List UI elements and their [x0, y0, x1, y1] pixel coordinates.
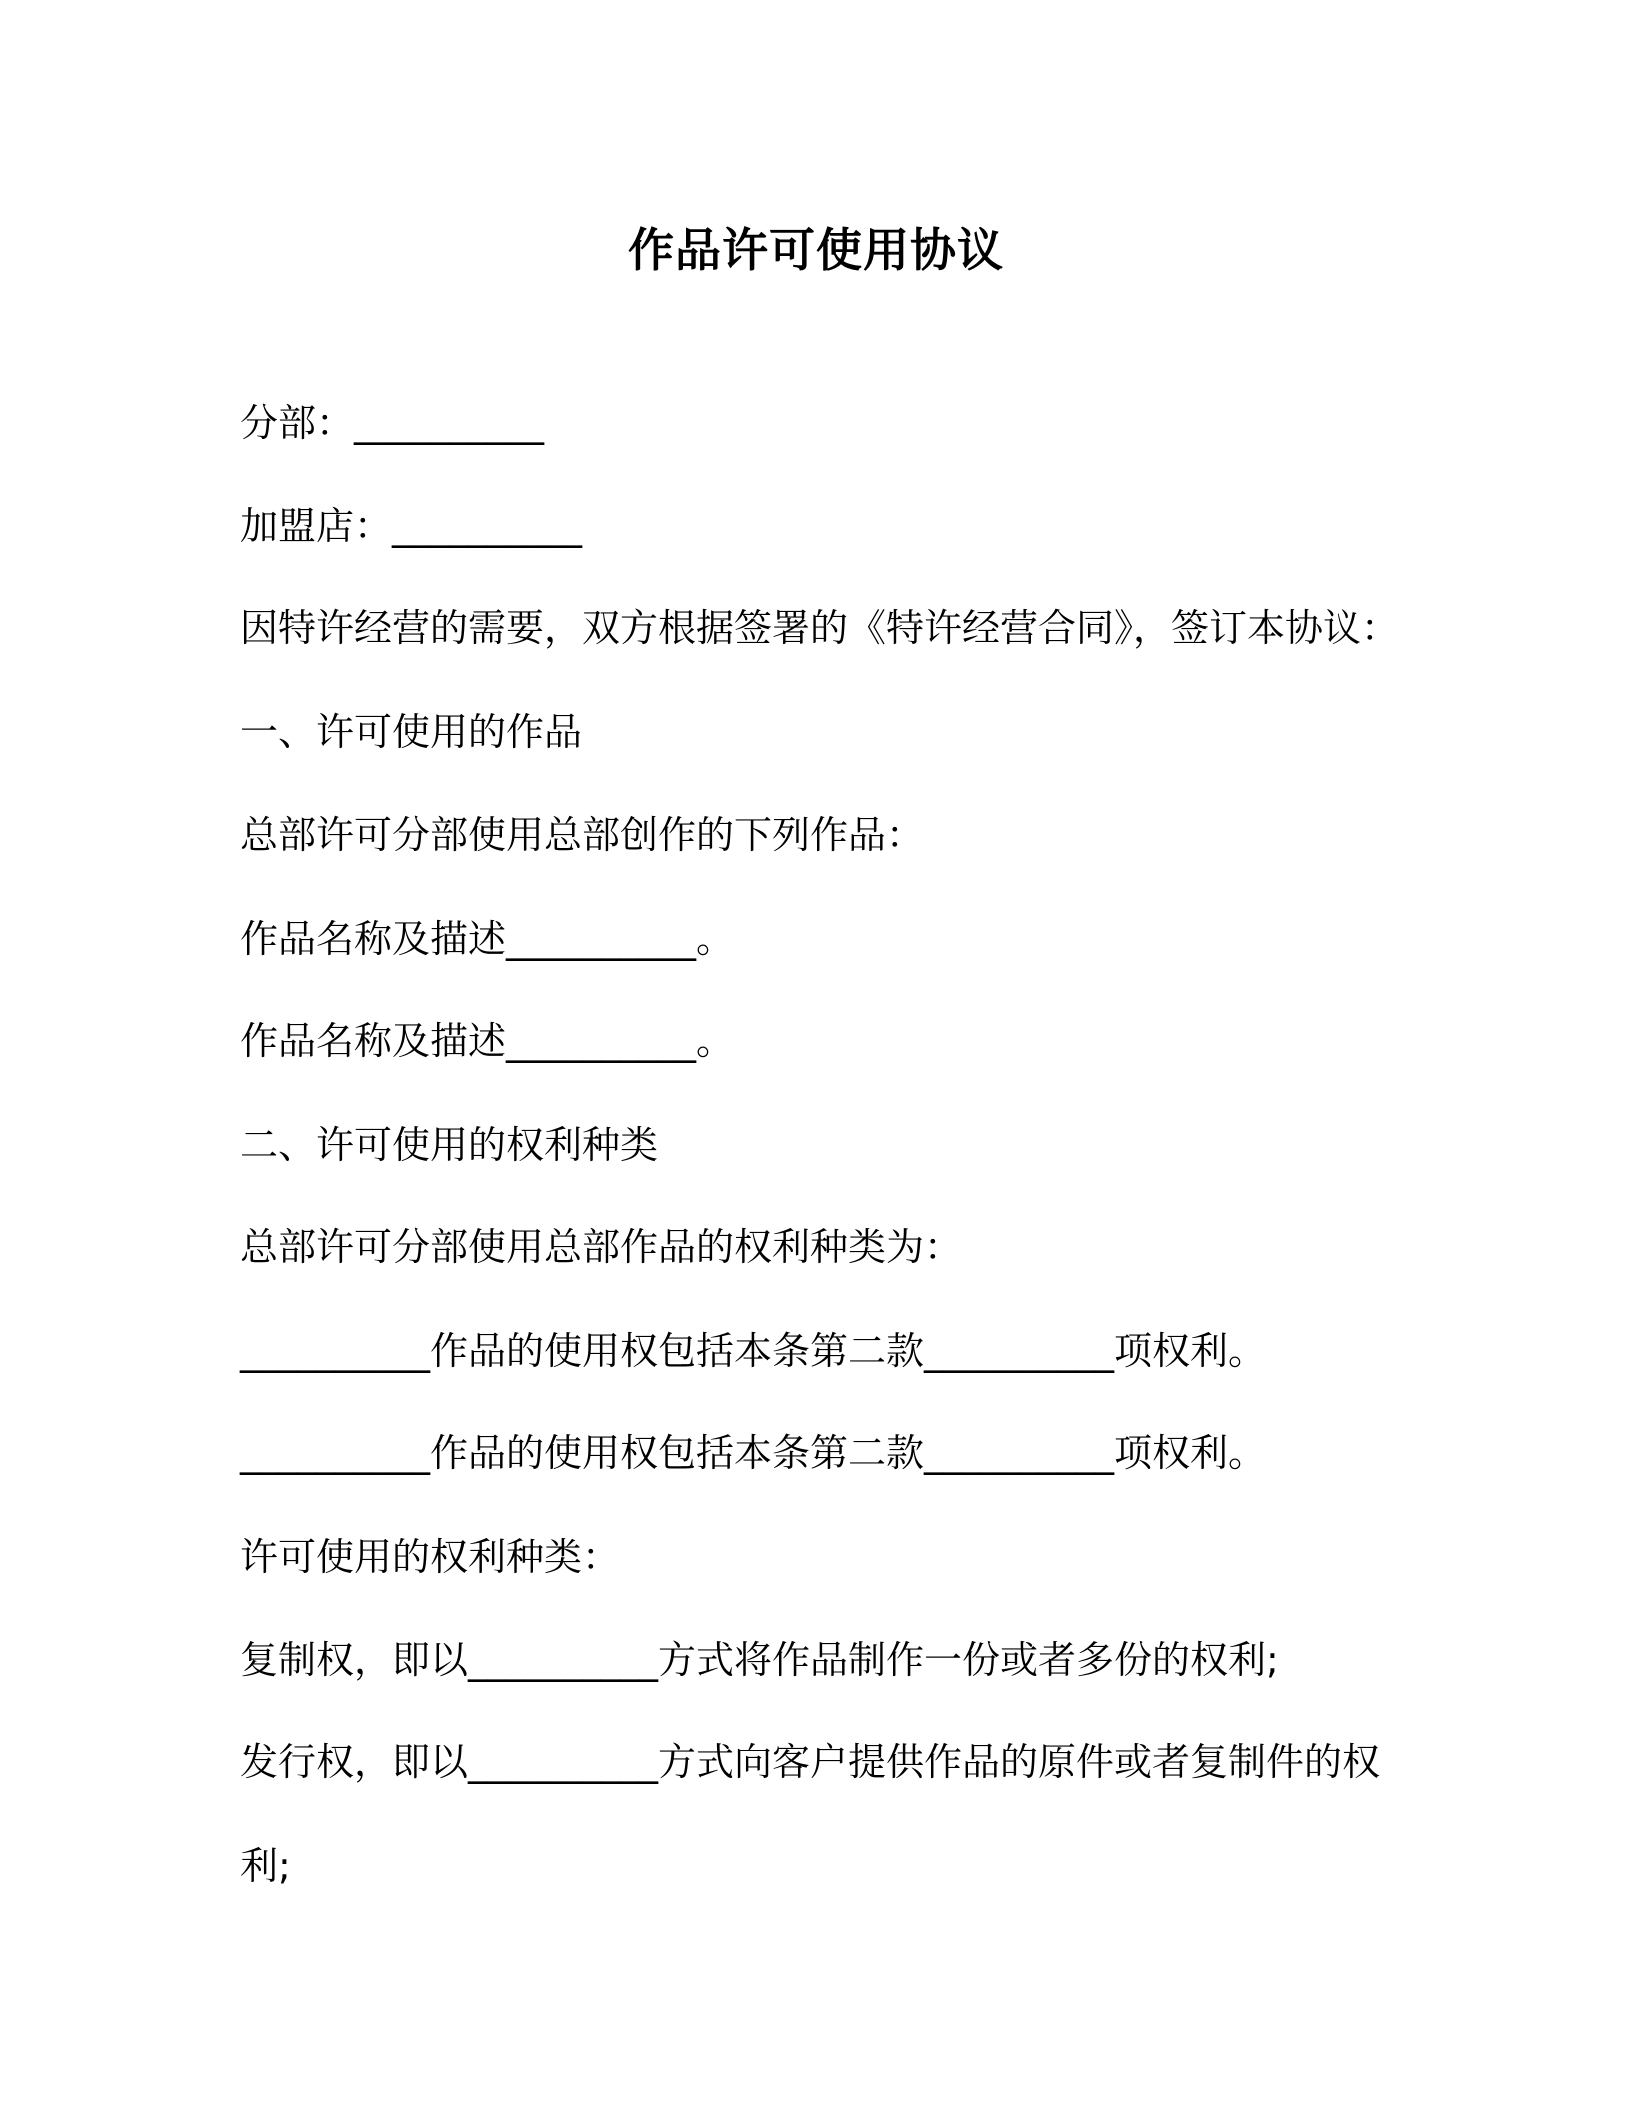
work-name-field-2: 作品名称及描述__________。: [240, 1019, 735, 1063]
section-2-intro: 总部许可分部使用总部作品的权利种类为：: [240, 1225, 963, 1269]
preamble-text: 因特许经营的需要，双方根据签署的《特许经营合同》，签订本协议：: [240, 606, 1400, 650]
section-heading-1: 一、许可使用的作品: [240, 710, 583, 754]
rights-types-heading: 许可使用的权利种类：: [240, 1535, 621, 1579]
section-1-intro: 总部许可分部使用总部创作的下列作品：: [240, 813, 925, 857]
franchisee-field: 加盟店：__________: [240, 504, 583, 548]
usage-right-line-1: __________作品的使用权包括本条第二款__________项权利。: [240, 1329, 1267, 1373]
work-name-field-1: 作品名称及描述__________。: [240, 917, 735, 961]
section-heading-2: 二、许可使用的权利种类: [240, 1123, 659, 1167]
branch-field: 分部：__________: [240, 401, 545, 445]
document-title: 作品许可使用协议: [628, 223, 1004, 277]
reproduction-right: 复制权，即以__________方式将作品制作一份或者多份的权利;: [240, 1638, 1279, 1682]
distribution-right: 发行权，即以__________方式向客户提供作品的原件或者复制件的权利;: [240, 1740, 1381, 1888]
usage-right-line-2: __________作品的使用权包括本条第二款__________项权利。: [240, 1431, 1267, 1475]
